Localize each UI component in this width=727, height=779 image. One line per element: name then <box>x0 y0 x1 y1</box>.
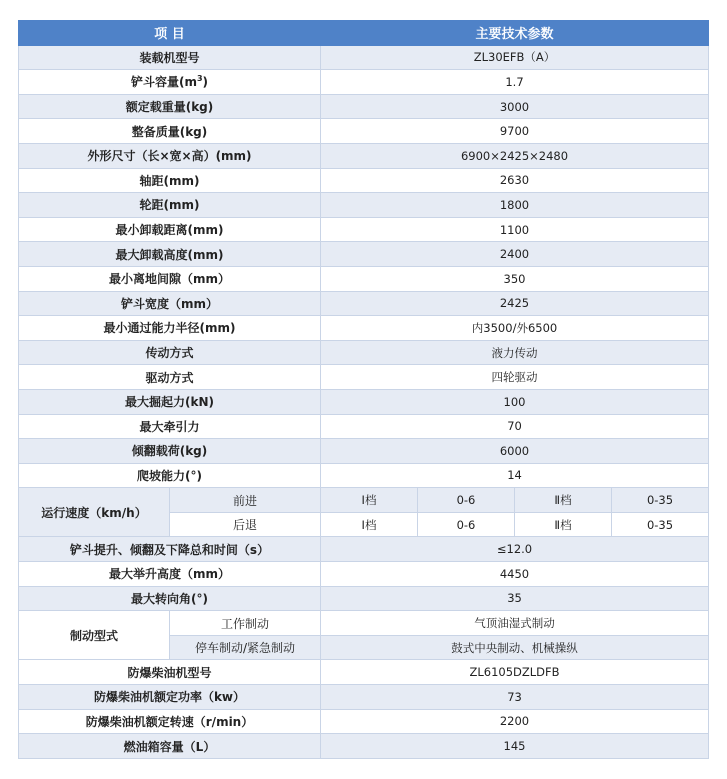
spec-row <box>19 685 709 710</box>
spec-row <box>19 660 709 685</box>
spec-value: 2630 <box>321 168 709 193</box>
spec-label: 最小离地间隙（mm） <box>19 266 321 291</box>
spec-label: 最大掘起力(kN) <box>19 389 321 414</box>
spec-row <box>19 266 709 291</box>
brake-parking-value: 鼓式中央制动、机械操纵 <box>321 635 709 660</box>
spec-value: 1.7 <box>321 70 709 95</box>
brake-label: 制动型式 <box>19 611 170 660</box>
spec-label: 传动方式 <box>19 340 321 365</box>
spec-value: 1800 <box>321 193 709 218</box>
spec-value: 70 <box>321 414 709 439</box>
spec-row <box>19 439 709 464</box>
spec-value: 9700 <box>321 119 709 144</box>
spec-label: 外形尺寸（长×宽×高）(mm) <box>19 143 321 168</box>
spec-label <box>19 70 321 95</box>
speed-gear1: Ⅰ档 <box>321 512 418 537</box>
spec-label: 最小卸载距离(mm) <box>19 217 321 242</box>
spec-row <box>19 168 709 193</box>
spec-value: 145 <box>321 734 709 759</box>
spec-row <box>19 586 709 611</box>
spec-value: 2200 <box>321 709 709 734</box>
spec-label: 燃油箱容量（L） <box>19 734 321 759</box>
header-value: 主要技术参数 <box>321 21 709 46</box>
spec-value: 内3500/外6500 <box>321 316 709 341</box>
spec-label: 最大举升高度（mm） <box>19 562 321 587</box>
spec-value: 350 <box>321 266 709 291</box>
spec-value: ZL30EFB（A） <box>321 45 709 70</box>
spec-label: 整备质量(kg) <box>19 119 321 144</box>
spec-row <box>19 340 709 365</box>
spec-value: ≤12.0 <box>321 537 709 562</box>
speed-range2: 0-35 <box>612 488 709 513</box>
spec-value: ZL6105DZLDFB <box>321 660 709 685</box>
spec-row <box>19 463 709 488</box>
speed-gear2: Ⅱ档 <box>515 512 612 537</box>
spec-row <box>19 562 709 587</box>
spec-value: 1100 <box>321 217 709 242</box>
spec-value: 2400 <box>321 242 709 267</box>
label-superscript: 3 <box>196 74 203 84</box>
spec-label: 轴距(mm) <box>19 168 321 193</box>
spec-row <box>19 316 709 341</box>
spec-label: 铲斗提升、倾翻及下降总和时间（s） <box>19 537 321 562</box>
spec-row <box>19 193 709 218</box>
spec-value: 6000 <box>321 439 709 464</box>
spec-label: 装载机型号 <box>19 45 321 70</box>
spec-value: 3000 <box>321 94 709 119</box>
spec-value: 73 <box>321 685 709 710</box>
brake-service-value: 气顶油湿式制动 <box>321 611 709 636</box>
spec-label: 额定载重量(kg) <box>19 94 321 119</box>
spec-label: 防爆柴油机额定转速（r/min） <box>19 709 321 734</box>
spec-row <box>19 143 709 168</box>
spec-value: 2425 <box>321 291 709 316</box>
spec-value: 液力传动 <box>321 340 709 365</box>
spec-row <box>19 709 709 734</box>
speed-gear2: Ⅱ档 <box>515 488 612 513</box>
spec-label: 轮距(mm) <box>19 193 321 218</box>
spec-label: 铲斗宽度（mm） <box>19 291 321 316</box>
spec-value: 14 <box>321 463 709 488</box>
speed-label: 运行速度（km/h） <box>19 488 170 537</box>
spec-label: 最大卸载高度(mm) <box>19 242 321 267</box>
speed-range1: 0-6 <box>418 512 515 537</box>
spec-row-model <box>19 45 709 70</box>
spec-label: 最小通过能力半径(mm) <box>19 316 321 341</box>
brake-parking-label: 停车制动/紧急制动 <box>170 635 321 660</box>
spec-table <box>18 20 709 759</box>
spec-value: 4450 <box>321 562 709 587</box>
label-main: 铲斗容量(m <box>130 75 197 90</box>
spec-row <box>19 217 709 242</box>
spec-value: 6900×2425×2480 <box>321 143 709 168</box>
header-row <box>19 21 709 46</box>
spec-label: 最大转向角(°) <box>19 586 321 611</box>
speed-forward-label: 前进 <box>170 488 321 513</box>
speed-gear1: Ⅰ档 <box>321 488 418 513</box>
brake-row-service <box>19 611 709 636</box>
spec-label: 倾翻载荷(kg) <box>19 439 321 464</box>
spec-row <box>19 734 709 759</box>
spec-row <box>19 537 709 562</box>
spec-row-bucket-capacity <box>19 70 709 95</box>
spec-row <box>19 119 709 144</box>
spec-value: 四轮驱动 <box>321 365 709 390</box>
speed-range1: 0-6 <box>418 488 515 513</box>
speed-reverse-label: 后退 <box>170 512 321 537</box>
label-end: ) <box>202 75 209 90</box>
spec-row <box>19 291 709 316</box>
spec-row <box>19 94 709 119</box>
spec-label: 防爆柴油机额定功率（kw） <box>19 685 321 710</box>
spec-label: 爬坡能力(°) <box>19 463 321 488</box>
spec-value: 100 <box>321 389 709 414</box>
speed-range2: 0-35 <box>612 512 709 537</box>
spec-row <box>19 365 709 390</box>
speed-row-forward <box>19 488 709 513</box>
header-item: 项 目 <box>19 21 321 46</box>
spec-row <box>19 414 709 439</box>
spec-label: 驱动方式 <box>19 365 321 390</box>
spec-label: 防爆柴油机型号 <box>19 660 321 685</box>
brake-service-label: 工作制动 <box>170 611 321 636</box>
spec-row <box>19 242 709 267</box>
spec-label: 最大牵引力 <box>19 414 321 439</box>
spec-value: 35 <box>321 586 709 611</box>
spec-row <box>19 389 709 414</box>
